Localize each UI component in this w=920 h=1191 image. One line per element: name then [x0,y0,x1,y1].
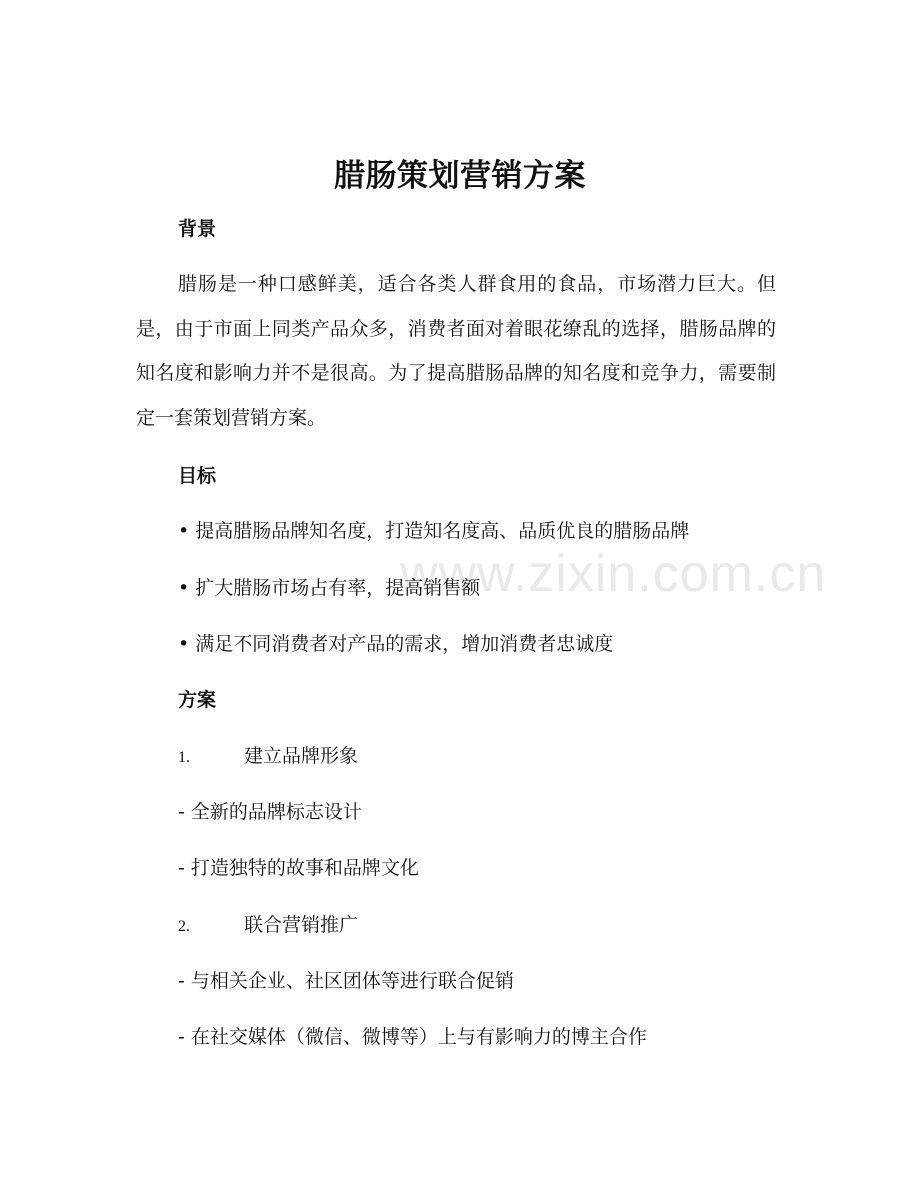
goal-item: • 扩大腊肠市场占有率，提高销售额 [178,577,481,599]
section-heading-plan: 方案 [178,689,217,711]
plan-step-title: 建立品牌形象 [244,745,359,767]
goal-item: • 满足不同消费者对产品的需求，增加消费者忠诚度 [178,633,614,655]
plan-step-title: 联合营销推广 [244,914,359,936]
document-title: 腊肠策划营销方案 [334,158,586,194]
watermark: www.zixin.com.cn [400,545,827,603]
plan-step-detail: - 打造独特的故事和品牌文化 [178,857,419,879]
section-heading-background: 背景 [178,218,217,240]
plan-step-detail: - 全新的品牌标志设计 [178,801,362,823]
plan-step-2 [178,911,358,941]
plan-step-number: 2. [178,918,190,935]
plan-step-detail: - 与相关企业、社区团体等进行联合促销 [178,970,514,992]
goal-item: • 提高腊肠品牌知名度，打造知名度高、品质优良的腊肠品牌 [178,520,690,542]
plan-step-1 [178,742,358,772]
plan-step-detail: - 在社交媒体（微信、微博等）上与有影响力的博主合作 [178,1026,647,1048]
plan-step-number: 1. [178,749,190,766]
background-paragraph: 腊肠是一种口感鲜美，适合各类人群食用的食品，市场潜力巨大。但是，由于市面上同类产品众多，消费者面对着眼花缭乱的选择，腊肠品牌的知名度和影响力并不是很高。为了提高腊肠品牌的知名度和竞争力，需要制定一套策划营销方案。 [136,273,776,429]
section-heading-goals: 目标 [178,465,217,487]
